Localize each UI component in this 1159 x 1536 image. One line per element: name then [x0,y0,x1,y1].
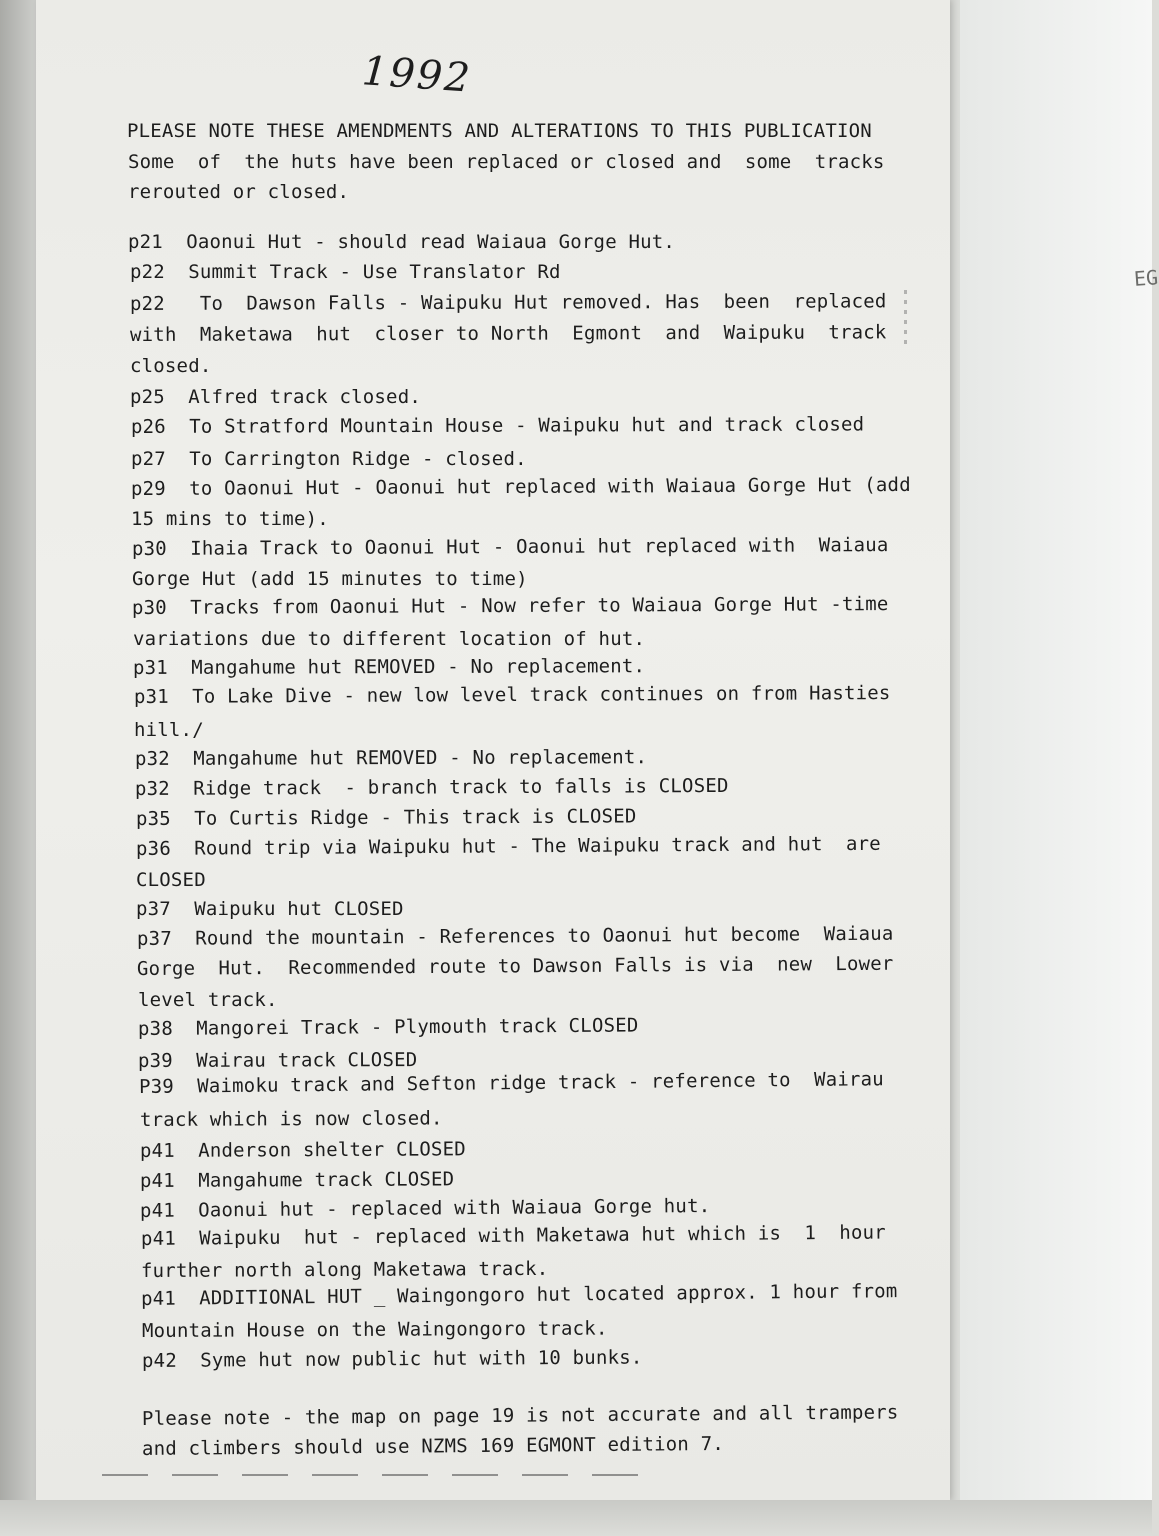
amendment-line: CLOSED [136,869,206,891]
amendment-line: p41 Mangahume track CLOSED [139,1168,455,1192]
amendment-line: p39 Wairau track CLOSED [137,1049,418,1072]
amendment-line: p30 Ihaia Track to Oaonui Hut - Oaonui hut replaced with Waiaua [131,534,889,560]
amendment-line: p31 To Lake Dive - new low level track continues on from Hasties [133,682,891,708]
amendment-line: p26 To Stratford Mountain House - Waipuku hut and track closed [130,413,865,438]
amendment-line: level track. [138,989,278,1011]
amendment-line: p37 Round the mountain - References to Oaonui hut become Waiaua [136,922,894,950]
amendment-line: Mountain House on the Waingongoro track. [141,1317,608,1342]
amendment-line: hill./ [134,719,204,741]
amendment-line: p42 Syme hut now public hut with 10 bunks. [141,1346,643,1372]
amendment-line: PLEASE NOTE THESE AMENDMENTS AND ALTERATIONS TO THIS PUBLICATION [127,120,872,142]
amendment-line: further north along Maketawa track. [140,1257,549,1282]
amendment-line: p35 To Curtis Ridge - This track is CLOSED [135,805,637,830]
amendment-line: p37 Waipuku hut CLOSED [136,898,404,920]
amendment-line: p30 Tracks from Oaonui Hut - Now refer to Waiaua Gorge Hut -time [131,593,889,619]
amendment-line: Some of the huts have been replaced or closed and some tracks [128,151,885,173]
amendment-line: closed. [130,355,212,377]
amendment-line: p38 Mangorei Track - Plymouth track CLOSED [137,1014,639,1040]
amendment-line: 15 mins to time). [131,508,329,530]
amendment-line: p41 Waipuku hut - replaced with Maketawa hut which is 1 hour [140,1221,886,1250]
amendment-line: p25 Alfred track closed. [130,386,421,408]
bottom-dashed-rule [102,1474,662,1476]
amendment-line: p36 Round trip via Waipuku hut - The Waipuku track and hut are [135,832,881,860]
amendment-line: p41 ADDITIONAL HUT _ Waingongoro hut located approx. 1 hour from [140,1280,898,1310]
amendment-line: p27 To Carrington Ridge - closed. [131,448,527,470]
amendment-line: p41 Anderson shelter CLOSED [139,1138,466,1162]
amendment-line: p32 Mangahume hut REMOVED - No replacement. [134,746,648,770]
amendment-line: rerouted or closed. [128,181,350,203]
adjacent-page [960,0,1152,1536]
amendment-line: p31 Mangahume hut REMOVED - No replacement. [132,655,646,679]
amendment-line: p41 Oaonui hut - replaced with Waiaua Gorge hut. [139,1195,711,1222]
amendment-line: p32 Ridge track - branch track to falls is CLOSED [134,774,729,800]
amendment-line: and climbers should use NZMS 169 EGMONT edition 7. [141,1432,725,1460]
amendment-line: p22 To Dawson Falls - Waipuku Hut removed. Has been replaced [129,290,887,315]
handwritten-year: 1992 [360,48,474,102]
amendment-line: Gorge Hut. Recommended route to Dawson Falls is via new Lower [136,952,894,980]
amendment-line: Please note - the map on page 19 is not accurate and all trampers [141,1401,899,1430]
amendment-line: track which is now closed. [139,1107,443,1131]
amendment-line: with Maketawa hut closer to North Egmont and Waipuku track [129,321,887,346]
bottom-edge [0,1500,1152,1536]
amendment-line: Gorge Hut (add 15 minutes to time) [132,568,528,590]
adjacent-page-text: EG [1133,265,1159,291]
amendment-line: p22 Summit Track - Use Translator Rd [130,261,561,283]
margin-mark [904,290,907,350]
amendment-line: p21 Oaonui Hut - should read Waiaua Gorge Hut. [128,231,676,253]
amendment-line: variations due to different location of hut. [133,628,646,650]
amendment-line: p29 to Oaonui Hut - Oaonui hut replaced with Waiaua Gorge Hut (add [130,473,911,500]
left-shadow-edge [0,0,36,1536]
amendment-line: P39 Waimoku track and Sefton ridge track - reference to Wairau [138,1068,884,1098]
